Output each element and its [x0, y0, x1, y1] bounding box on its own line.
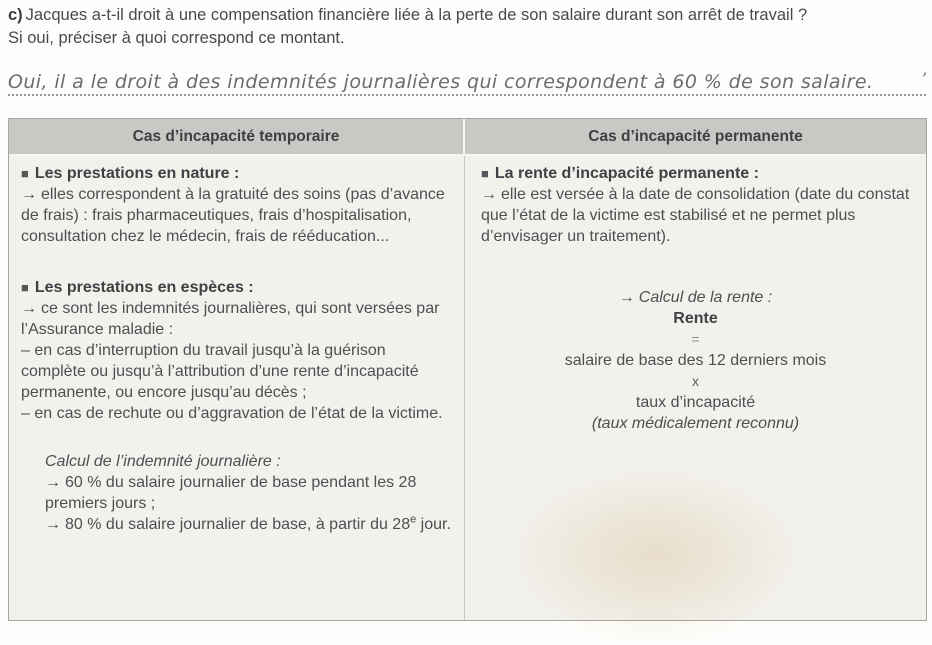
- arrow-icon: →: [481, 186, 497, 203]
- handwritten-answer: Oui, il a le droit à des indemnités journalières qui correspondent à 60 % de son salaire.: [8, 71, 874, 93]
- column-incapacite-temporaire: [9, 156, 465, 620]
- rente-paragraph: [481, 184, 910, 247]
- answer-line: [8, 60, 926, 96]
- square-bullet-icon: ■: [481, 166, 489, 181]
- arrow-icon: →: [618, 289, 635, 306]
- prestations-nature-title: [21, 163, 454, 184]
- arrow-icon: →: [21, 186, 37, 203]
- prestations-especes-block: [21, 277, 454, 424]
- calcul-indemnite-item-1-text: 60 % du salaire journalier de base pendant les 28 premiers jours ;: [45, 474, 417, 512]
- rente-block: [481, 163, 910, 247]
- formula-numerator: salaire de base des 12 derniers mois: [564, 352, 827, 369]
- question-line-1: [8, 4, 922, 27]
- calcul-rente-intro: [481, 287, 910, 308]
- calcul-rente-formula: [481, 287, 910, 434]
- ordinal-superscript: e: [410, 513, 417, 526]
- rente-title: [481, 163, 910, 184]
- square-bullet-icon: ■: [21, 166, 29, 181]
- question-line-2: Si oui, préciser à quoi correspond ce montant.: [8, 29, 345, 47]
- prestations-especes-body: ce sont les indemnités journalières, qui sont versées par l’Assurance maladie :: [21, 300, 440, 338]
- table-header-row: [9, 119, 926, 156]
- comparison-table: [8, 118, 927, 621]
- question-block: [8, 4, 922, 50]
- prestations-especes-title: [21, 277, 454, 298]
- prestations-nature-paragraph: [21, 184, 454, 247]
- formula-factor: taux d’incapacité: [635, 394, 756, 411]
- calcul-indemnite-item-2-pre: 80 % du salaire journalier de base, à partir du 28: [65, 516, 411, 533]
- scan-stain: [505, 465, 805, 645]
- prestations-especes-item-1: – en cas d’interruption du travail jusqu’à la guérison complète ou jusqu’à l’attribution d’une rente d’incapacité permanente, ou encore jusqu’au décès ;: [21, 342, 419, 401]
- header-cell-incapacite-temporaire: Cas d’incapacité temporaire: [9, 119, 465, 154]
- multiplication-sign: x: [692, 373, 699, 389]
- formula-note: (taux médicalement reconnu): [591, 415, 800, 432]
- prestations-nature-body: elles correspondent à la gratuité des soins (pas d’avance de frais) : frais pharmaceutiques, frais d’hospitalisation, consultation chez le médecin, frais de rééducation...: [21, 186, 445, 245]
- prestations-nature-block: [21, 163, 454, 247]
- arrow-icon: →: [45, 474, 61, 491]
- arrow-icon: →: [45, 516, 61, 533]
- arrow-icon: →: [21, 300, 37, 317]
- calcul-indemnite-item-2: [45, 514, 454, 535]
- calcul-indemnite-item-1: [45, 472, 454, 514]
- rente-body: elle est versée à la date de consolidation (date du constat que l’état de la victime est stabilisé et ne permet plus d’envisager un traitement).: [481, 186, 910, 245]
- calcul-indemnite-title: Calcul de l’indemnité journalière :: [45, 453, 281, 470]
- header-cell-incapacite-permanente: Cas d’incapacité permanente: [465, 119, 926, 154]
- rente-title-text: La rente d’incapacité permanente :: [494, 165, 759, 182]
- column-incapacite-permanente: [465, 156, 926, 620]
- calcul-indemnite-block: [21, 451, 454, 535]
- stray-pen-mark: ’: [920, 70, 926, 90]
- prestations-especes-paragraph: [21, 298, 454, 340]
- calcul-rente-intro-text: Calcul de la rente :: [638, 289, 773, 306]
- question-label: c): [8, 6, 23, 24]
- table-body: [9, 156, 926, 620]
- calcul-indemnite-item-2-post: jour.: [416, 516, 451, 533]
- question-text-1: Jacques a-t-il droit à une compensation financière liée à la perte de son salaire durant son arrêt de travail ?: [25, 6, 808, 24]
- prestations-especes-title-text: Les prestations en espèces :: [34, 279, 254, 296]
- square-bullet-icon: ■: [21, 280, 29, 295]
- formula-name: Rente: [673, 310, 718, 327]
- prestations-especes-item-2: – en cas de rechute ou d’aggravation de l’état de la victime.: [21, 405, 443, 422]
- equals-sign: =: [691, 331, 700, 347]
- prestations-nature-title-text: Les prestations en nature :: [34, 165, 240, 182]
